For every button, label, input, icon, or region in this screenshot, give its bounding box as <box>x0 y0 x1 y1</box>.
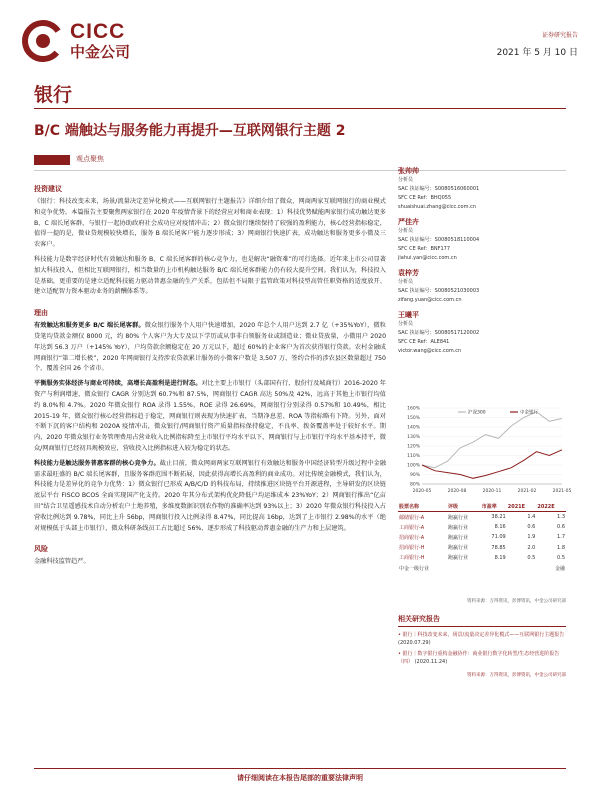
risk-paragraph: 金融科技监管趋严。 <box>34 558 90 566</box>
invest-heading: 投资建议 <box>34 185 62 193</box>
analyst-sac: SAC 执证编号：S0080516060001 <box>398 186 480 192</box>
analyst-card <box>398 217 566 263</box>
analyst-card <box>398 166 566 212</box>
table-cell <box>481 563 507 573</box>
analyst-sfc: SFC CE Ref：BNF177 <box>398 246 451 252</box>
table-cell <box>447 563 481 573</box>
analyst-name: 袁梓芳 <box>398 269 419 277</box>
table-header-cell: 市盈率 <box>481 502 507 512</box>
sector-title: 银行 <box>34 84 73 106</box>
legend-label: 沪深300 <box>468 410 486 416</box>
reason-3-body: 截止目前，微众网商两家互联网银行有效触达和服务中国经济转型升级过程中金融需求最旺盛的 B/C 端长尾客群，且服务客群范围不断拓展，因此获得高增长高盈利的商业成功。对比传统金融模式，我们认为，科技能力是差异化的竞争力优势：1）微众银行已形成 A/B/C/D 的科技布局，持续推进区块链平台开源进程，主导研发的区块链底层平台 FISCO BCOS 全面实现国产化支持。2020 年其分布式架构优化降低户均运维成本 23%YoY；2）网商银行推出“亿亩田”结合卫星遥感技术自动分析农户土地养殖，多维度数据识别农作物的准确率达到 93%以上；3）2020 年微众银行科技投入占营收比例达到 9.78%，同比上升 56bp，网商银行投入比例录得 8.47%，同比提高 16bp，达到了上市银行 2.98%的水平（绝对规模低于头部上市银行），微众科研条线员工占比超过 56%，逐步形成了科技驱动普惠金融的生产力和上层建筑。 <box>34 459 386 532</box>
table-cell: 中金一级行业 <box>399 565 430 572</box>
y-tick-label: 120% <box>407 444 420 450</box>
x-tick-label: 2021-05 <box>552 489 572 494</box>
invest-paragraph-2: 科技能力是数字经济时代有效触达和服务 B、C 端长尾客群的核心竞争力，也是解决“融资难”的可行选择。近年来上市公司显著加大科技投入，但相比互联网银行，相当数量的上市机构触达服务 B/C 端长尾客群能力仍有较大提升空间。我们认为，科技投入是基础，更重要的是建立适配科技能力驱动普惠金融的生产关系，包括但不局限于监管政策对科技型高管任职资格的适度放开、建立适配智力资本驱动业务的薪酬体系等。 <box>34 255 386 296</box>
analyst-email[interactable]: zifang.yuan@cicc.com.cn <box>398 297 462 303</box>
table-header-cell: 评级 <box>447 502 481 512</box>
main-content <box>34 184 386 568</box>
table-row <box>398 563 566 573</box>
y-tick-label: 90% <box>409 473 420 478</box>
table-row <box>398 532 566 542</box>
table-cell: 邮储银行-A <box>399 514 425 521</box>
analyst-sfc: SFC CE Ref：BHQ055 <box>398 195 452 201</box>
y-tick-label: 150% <box>407 416 420 421</box>
reason-paragraph-3 <box>34 459 386 535</box>
analyst-card <box>398 268 566 305</box>
table-cell: 0.6 <box>527 524 536 531</box>
table-cell: 1.7 <box>557 534 565 541</box>
table-cell: 跑赢行业 <box>448 545 469 552</box>
x-tick-label: 2020-11 <box>482 489 502 494</box>
analyst-role: 分析员 <box>398 279 414 285</box>
y-tick-label: 110% <box>407 454 420 459</box>
table-cell: 招商银行-H <box>399 545 425 552</box>
table-row <box>398 512 566 523</box>
related-item-text[interactable]: • 银行｜科技改变未来，场景/流量决定差异化模式——互联网银行主题报告 <box>398 632 565 638</box>
analyst-name: 严佳卉 <box>398 218 419 226</box>
table-row <box>398 553 566 563</box>
cicc-logo <box>22 20 130 62</box>
table-cell: 跑赢行业 <box>448 514 469 521</box>
related-source-note: 资料来源：万得资讯，彭博资讯，中金公司研究部 <box>467 673 566 678</box>
table-cell: 跑赢行业 <box>448 555 469 562</box>
table-cell: 跑赢行业 <box>448 524 469 531</box>
logo-en: CICC <box>70 20 126 43</box>
y-tick-label: 160% <box>407 406 420 412</box>
header-divider <box>34 108 566 109</box>
reason-1-body: 微众银行服务个人用户快速增加，2020 年总个人用户达到 2.7 亿（+35%YoY），微粒贷笔均贷款金额仅 8000 元，约 80% 个人客户为大专及以下学历或从事非白领服务业或制造业；微业贷放量，小微用户 2020 年达到 56.3 万户（+145% YoY），户均贷款余额稳定在 20 万元以下，超过 60%的企业客户为首次获得银行贷款。农村金融成网商银行“第二增长极”，2020 年网商银行支持涉农贷款累计服务的小微客户数是 3,507 万，签约合作的涉农县区数量超过 750 个，覆盖全国 26 个省市。 <box>34 322 386 373</box>
legal-footer: 请仔细阅读在本报告尾部的重要法律声明 <box>237 774 363 782</box>
table-cell: 跑赢行业 <box>448 534 469 541</box>
x-tick-label: 2021-02 <box>517 489 537 494</box>
table-header-cell: 2021E <box>507 502 537 512</box>
table-cell: 0.5 <box>557 554 565 561</box>
tag-label: 观点聚焦 <box>76 155 104 163</box>
analyst-panel <box>398 166 566 361</box>
table-header-cell: 2022E <box>536 502 566 512</box>
analyst-sac: SAC 执证编号：S0080518110004 <box>398 237 480 243</box>
table-cell: 8.16 <box>494 524 506 531</box>
x-tick-label: 2020-08 <box>447 489 467 494</box>
tag-block <box>34 155 70 165</box>
analyst-email[interactable]: victor.wang@cicc.com.cn <box>398 348 462 354</box>
related-item[interactable] <box>398 631 566 647</box>
table-cell: 1.9 <box>527 534 536 541</box>
report-type: 证券研究报告 <box>541 32 578 39</box>
table-row <box>398 543 566 553</box>
reason-paragraph-1 <box>34 321 386 375</box>
table-cell: 8.19 <box>494 554 506 561</box>
logo-cn: 中金公司 <box>70 43 131 61</box>
analyst-role: 分析员 <box>398 177 414 183</box>
report-title: B/C 端触达与服务能力再提升—互联网银行主题 2 <box>34 123 346 139</box>
table-cell: 1.8 <box>557 544 565 551</box>
analyst-email[interactable]: jiahui.yan@cicc.com.cn <box>398 255 457 261</box>
footer-divider <box>34 768 566 769</box>
risk-heading: 风险 <box>34 545 48 554</box>
report-date: 2021 年 5 月 10 日 <box>496 48 578 58</box>
table-cell: 1.4 <box>527 514 536 521</box>
related-list <box>398 631 566 669</box>
reason-3-lead: 科技能力是触达服务普惠客群的核心竞争力。 <box>34 459 160 467</box>
legend-label: 中金银行 <box>520 410 538 416</box>
table-row <box>398 522 566 532</box>
table-cell: 招商银行-A <box>399 534 425 541</box>
x-tick-label: 2020-05 <box>412 489 432 494</box>
performance-chart <box>398 402 572 498</box>
analyst-name: 王曦平 <box>398 311 419 319</box>
related-item-date: (2020.07.29) <box>398 640 431 646</box>
table-header-row <box>398 502 566 512</box>
related-item[interactable] <box>398 650 566 666</box>
series-line-csi300 <box>422 412 562 468</box>
analyst-card <box>398 310 566 356</box>
related-item-text[interactable]: • 银行｜数字银行重构金融协作：商业银行数字化转型/生态经营进阶报告（四） <box>398 651 560 665</box>
reason-2-body: 对比主要上市银行（头部国有行、股份行及城商行）2016-2020 年资产与利润增速，微众银行 CAGR 分别达到 60.7%和 87.5%，网商银行 CAGR 高达 50%及 42%，远高于其他上市银行均值约 8.0%和 4.7%。2020 年微众银行 ROA 录得 1.55%，ROE 录得 26.69%，网商银行分别录得 0.57%和 10.49%，相比 2015-19 年，微众银行核心经营指标趋于稳定，网商银行则表现为快速扩表，当期净息差、ROA 等指标略有下降。另外，面对不断下沉的客户结构和 2020A 疫情冲击，微众银行/网商银行资产质量指标保持稳定，不良率、拨备覆盖率处于较好水平。期内，2020 年微众银行业务管理费用占营业收入比例指标降至上市银行平均水平以下，网商银行与上市银行平均水平基本持平，微众/网商银行已经初具规模效应，营收投入比例指标进入较为稳定的状态。 <box>34 380 386 452</box>
table-cell: 1.3 <box>557 514 565 521</box>
reason-2-lead: 平衡服务实体经济与商业可持续，高增长高盈利是进行时态。 <box>34 380 202 388</box>
table-cell <box>507 563 537 573</box>
related-heading: 相关研究报告 <box>398 614 566 627</box>
table-cell: 工商银行-H <box>399 555 425 562</box>
reason-heading: 理由 <box>34 309 48 318</box>
table-header-cell: 股票名称 <box>398 502 447 512</box>
y-tick-label: 140% <box>407 425 420 431</box>
y-tick-label: 130% <box>407 435 420 440</box>
analyst-sac: SAC 执证编号：S0080521030003 <box>398 288 480 294</box>
table-cell: 0.5 <box>527 554 536 561</box>
table-cell: 78.85 <box>491 544 506 551</box>
table-cell: 金融 <box>554 565 565 572</box>
analyst-sfc: SFC CE Ref：ALE841 <box>398 339 450 345</box>
related-item-date: (2020.11.24) <box>414 659 448 665</box>
y-tick-label: 100% <box>407 463 420 469</box>
analyst-role: 分析员 <box>398 321 414 327</box>
analyst-name: 张帅帅 <box>398 167 419 175</box>
table-cell: 0.6 <box>557 524 565 531</box>
cicc-logo-mark-icon <box>22 20 64 62</box>
valuation-table <box>398 502 566 573</box>
analyst-role: 分析员 <box>398 228 414 234</box>
table-source-note: 资料来源：万得资讯，彭博资讯，中金公司研究部 <box>467 599 566 604</box>
table-cell: 工商银行-A <box>399 524 425 531</box>
table-cell: 38.21 <box>491 514 506 521</box>
y-tick-label: 80% <box>409 482 420 488</box>
analyst-email[interactable]: shuaishuai.zhang@cicc.com.cn <box>398 204 476 210</box>
invest-paragraph-1: 《银行：科技改变未来，场景/流量决定差异化模式——互联网银行主题报告》详细介绍了微众、网商两家互联网银行的商业模式和竞争优势。本篇报告主要聚焦两家银行在 2020 年疫情背景下的经营应对和商业表现：1）科技优势赋能两家银行成功触达更多 B、C 端长尾客群，与银行一起协助政府社会成功应对疫情冲击；2）微众银行继续保持了较强的盈利能力，核心经营指标稳定，值得一提的是，微业贷规模较快增长，服务 B 端长尾客户能力逐步形成；3）网商银行快速扩表，成功触达和服务更多小微及三农客户。 <box>34 198 386 249</box>
table-cell: 2.0 <box>527 544 536 551</box>
reason-paragraph-2 <box>34 379 386 455</box>
analyst-sac: SAC 执证编号：S0080517120002 <box>398 330 480 336</box>
reason-1-lead: 有效触达和服务更多 B/C 端长尾客群。 <box>34 322 145 330</box>
table-cell: 71.09 <box>491 534 506 541</box>
